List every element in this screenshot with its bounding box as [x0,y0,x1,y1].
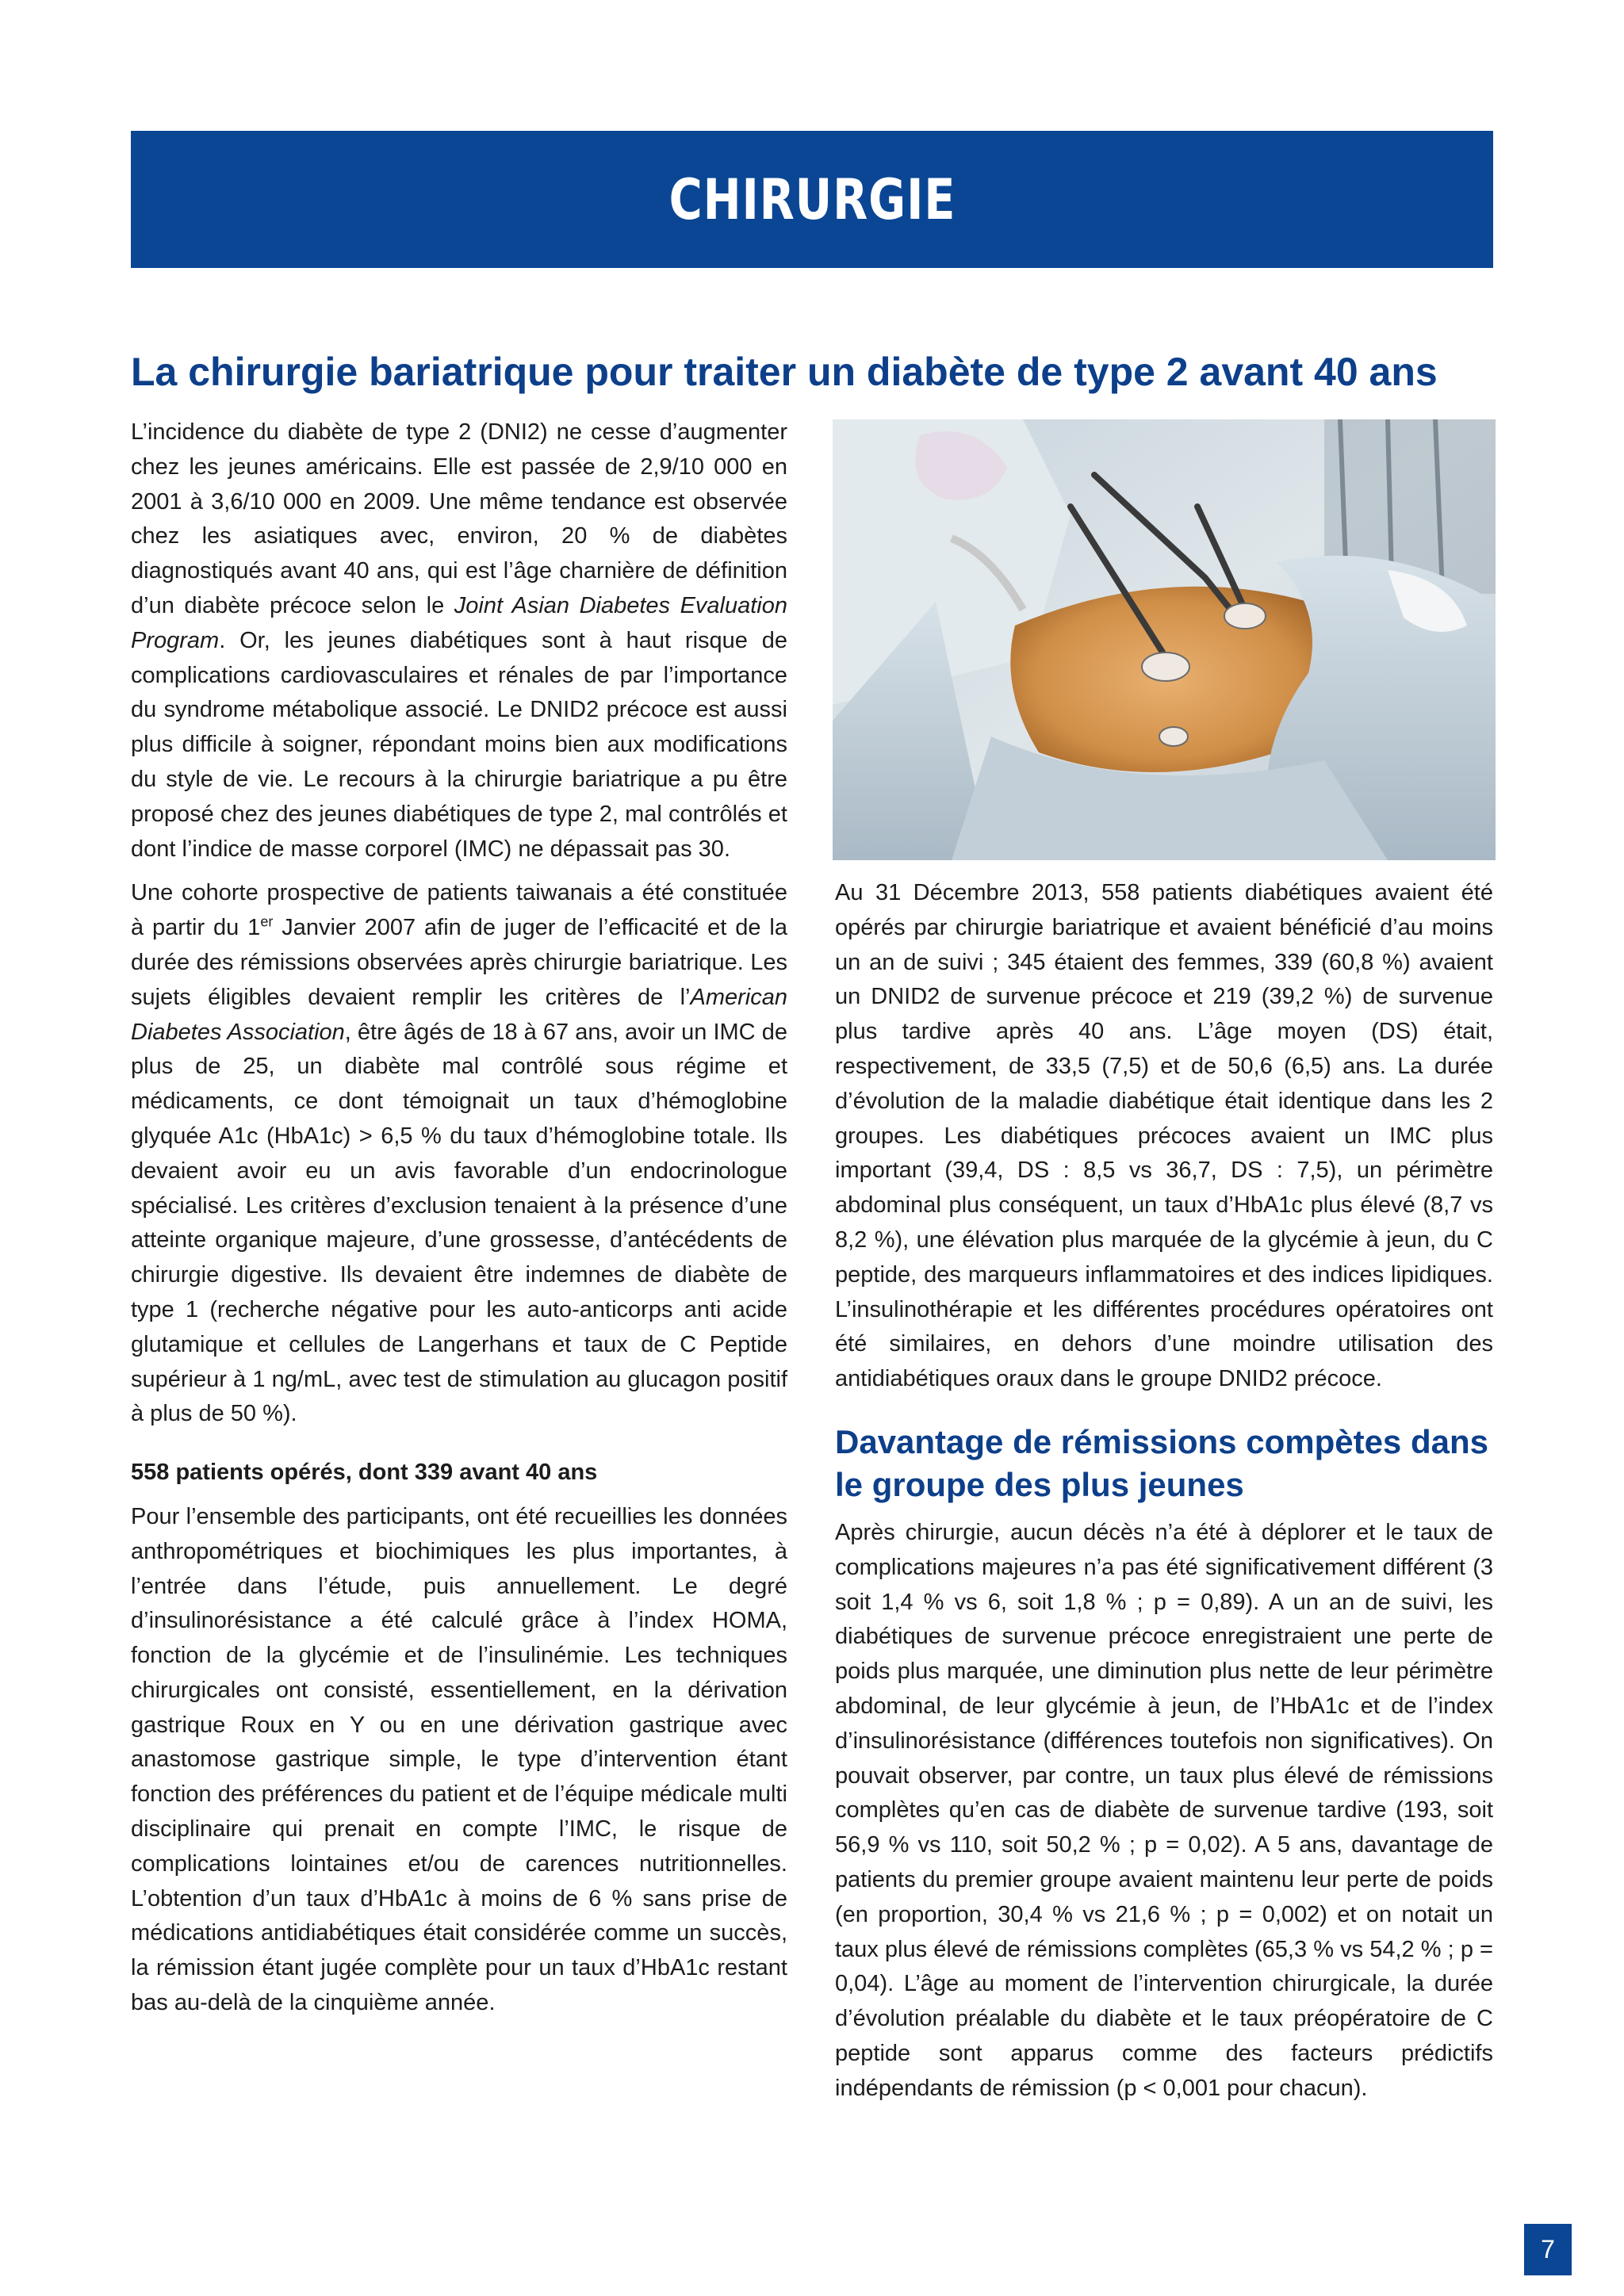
results-paragraph: Au 31 Décembre 2013, 558 patients diabétiques avaient été opérés par chirurgie bariatrique et avaient bénéficié d’au moins un an de suivi ; 345 étaient des femmes, 339 (60,8 %) avaient un DNID2 de survenue précoce et 219 (39,2 %) de survenue plus tardive après 40 ans. L’âge moyen (DS) était, respectivement, de 33,5 (7,5) et de 50,6 (6,5) ans. La durée d’évolution de la maladie diabétique était identique dans les 2 groupes. Les diabétiques précoces avaient un IMC plus important (39,4, DS : 8,5 vs 36,7, DS : 7,5), un périmètre abdominal plus conséquent, un taux d’HbA1c plus élevé (8,7 vs 8,2 %), une élévation plus marquée de la glycémie à jeun, du C peptide, des marqueurs inflammatoires et des indices lipidiques. L’insulinothérapie et les différentes procédures opératoires ont été similaires, en dehors d’une moindre utilisation des antidiabétiques oraux dans le groupe DNID2 précoce. [835,880,1493,1392]
subheading: 558 patients opérés, dont 339 avant 40 ans [131,1460,598,1486]
section-heading: Davantage de rémissions compètes dans le groupe des plus jeunes [835,1422,1488,1503]
section-title: CHIRURGIE [668,166,956,232]
left-column [131,415,787,2021]
cohort-paragraph: Une cohorte prospective de patients taiwanais a été constituée à partir du 1er Janvier 2007 afin de juger de l’efficacité et de la durée des rémissions observées après chirurgie bariatrique. Les sujets éligibles devaient remplir les critères de l’American Diabetes Association, être âgés de 18 à 67 ans, avoir un IMC de plus de 25, un diabète mal contrôlé sous régime et médicaments, ce dont témoignait un taux d’hémoglobine glyquée A1c (HbA1c) > 6,5 % du taux d’hémoglobine totale. Ils devaient avoir eu un avis favorable d’un endocrinologue spécialisé. Les critères d’exclusion tenaient à la présence d’une atteinte organique majeure, d’une grossesse, d’antécédents de chirurgie digestive. Ils devaient être indemnes de diabète de type 1 (recherche négative pour les auto-anticorps anti acide glutamique et cellules de Langerhans et taux de C Peptide supérieur à 1 ng/mL, avec test de stimulation au glucagon positif à plus de 50 %). [131,880,787,1427]
right-column [835,876,1493,2107]
page-number: 7 [1524,2224,1572,2275]
section-banner [131,131,1493,268]
article-title: La chirurgie bariatrique pour traiter un diabète de type 2 avant 40 ans [131,350,1438,394]
surgery-photo [833,419,1496,860]
methods-paragraph: Pour l’ensemble des participants, ont été recueillies les données anthropométriques et biochimiques les plus importantes, à l’entrée dans l’étude, puis annuellement. Le degré d’insulinorésistance a été calculé grâce à l’index HOMA, fonction de la glycémie et de l’insulinémie. Les techniques chirurgicales ont consisté, essentiellement, en la dérivation gastrique Roux en Y ou en une dérivation gastrique avec anastomose gastrique simple, le type d’intervention étant fonction des préférences du patient et de l’équipe médicale multi disciplinaire qui prenait en compte l’IMC, le risque de complications lointaines et/ou de carences nutritionnelles. L’obtention d’un taux d’HbA1c à moins de 6 % sans prise de médications antidiabétiques était considérée comme un succès, la rémission étant jugée complète pour un taux d’HbA1c restant bas au-delà de la cinquième année. [131,1503,787,2016]
outcome-paragraph: Après chirurgie, aucun décès n’a été à déplorer et le taux de complications majeures n’a pas été significativement différent (3 soit 1,4 % vs 6, soit 1,8 % ; p = 0,89). A un an de suivi, les diabétiques de survenue précoce enregistraient une perte de poids plus marquée, une diminution plus nette de leur périmètre abdominal, de leur glycémie à jeun, de l’HbA1c et de l’index d’insulinorésistance (différences toutefois non significatives). On pouvait observer, par contre, un taux plus élevé de rémissions complètes qu’en cas de diabète de survenue tardive (193, soit 56,9 % vs 110, soit 50,2 % ; p = 0,02). A 5 ans, davantage de patients du premier groupe avaient maintenu leur perte de poids (en proportion, 30,4 % vs 21,6 % ; p = 0,002) et on notait un taux plus élevé de rémissions complètes (65,3 % vs 54,2 % ; p = 0,04). L’âge au moment de l’intervention chirurgicale, la durée d’évolution préalable du diabète et le taux préopératoire de C peptide sont apparus comme des facteurs prédictifs indépendants de rémission (p < 0,001 pour chacun). [835,1519,1493,2101]
intro-paragraph: L’incidence du diabète de type 2 (DNI2) ne cesse d’augmenter chez les jeunes américains. Elle est passée de 2,9/10 000 en 2001 à 3,6/10 000 en 2009. Une même tendance est observée chez les asiatiques avec, environ, 20 % de diabètes diagnostiqués avant 40 ans, qui est l’âge charnière de définition d’un diabète précoce selon le Joint Asian Diabetes Evaluation Program. Or, les jeunes diabétiques sont à haut risque de complications cardiovasculaires et rénales de par l’importance du syndrome métabolique associé. Le DNID2 précoce est aussi plus difficile à soigner, répondant moins bien aux modifications du style de vie. Le recours à la chirurgie bariatrique a pu être proposé chez des jeunes diabétiques de type 2, mal contrôlés et dont l’indice de masse corporel (IMC) ne dépassait pas 30. [131,419,788,862]
